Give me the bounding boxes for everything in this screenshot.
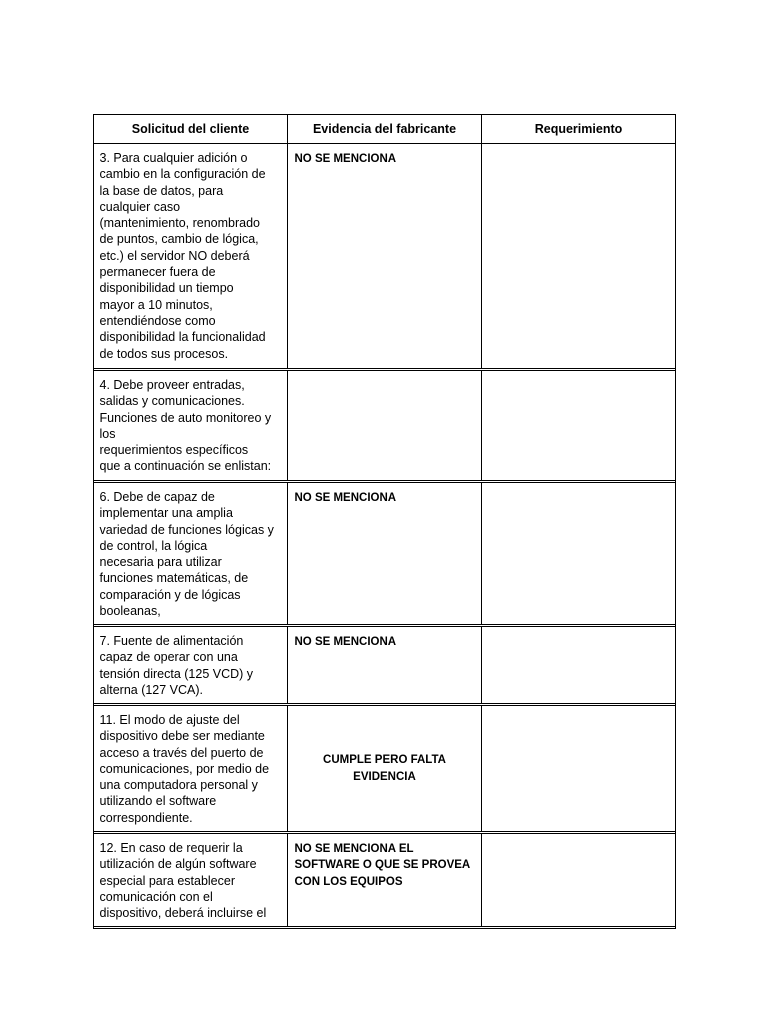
- requirements-table: [93, 114, 676, 929]
- table-row: [94, 144, 675, 371]
- manufacturer-evidence-cell: NO SE MENCIONA EL SOFTWARE O QUE SE PROVEA CON LOS EQUIPOS: [287, 834, 481, 926]
- header-client-request: Solicitud del cliente: [131, 122, 250, 136]
- manufacturer-evidence-cell: [287, 371, 481, 480]
- requirement-cell: [481, 483, 675, 624]
- requirement-cell: [481, 144, 675, 368]
- requirement-cell: [481, 627, 675, 703]
- client-request-cell: 7. Fuente de alimentación capaz de operar con una tensión directa (125 VCD) y alterna (127 VCA).: [99, 634, 254, 697]
- client-request-cell: 4. Debe proveer entradas, salidas y comunicaciones. Funciones de auto monitoreo y los requerimientos específicos que a continuación se enlistan:: [99, 378, 272, 474]
- client-request-cell: 12. En caso de requerir la utilización de algún software especial para establecer comunicación con el dispositivo, deberá incluirse el: [99, 841, 267, 921]
- requirement-cell: [481, 371, 675, 480]
- table-row: [94, 371, 675, 483]
- table-row: [94, 706, 675, 834]
- manufacturer-evidence-cell: [287, 706, 481, 831]
- table-row: [94, 834, 675, 929]
- client-request-cell: 11. El modo de ajuste del dispositivo debe ser mediante acceso a través del puerto de comunicaciones, por medio de una computadora personal y utilizando el software correspondiente.: [99, 713, 270, 825]
- manufacturer-evidence-cell: NO SE MENCIONA: [287, 144, 481, 368]
- requirement-cell: [481, 834, 675, 926]
- table-row: [94, 483, 675, 627]
- header-manufacturer-evidence: Evidencia del fabricante: [287, 115, 481, 143]
- manufacturer-evidence-cell: NO SE MENCIONA: [287, 483, 481, 624]
- table-header-row: [94, 115, 675, 144]
- manufacturer-evidence-cell: NO SE MENCIONA: [287, 627, 481, 703]
- manufacturer-evidence-text: CUMPLE PERO FALTA EVIDENCIA: [323, 754, 446, 783]
- requirement-cell: [481, 706, 675, 831]
- client-request-cell: 6. Debe de capaz de implementar una amplia variedad de funciones lógicas y de control, la lógica necesaria para utilizar funciones matemáticas, de comparación y de lógicas booleanas,: [99, 490, 274, 619]
- header-requirement: Requerimiento: [481, 115, 675, 143]
- table-row: [94, 627, 675, 706]
- client-request-cell: 3. Para cualquier adición o cambio en la configuración de la base de datos, para cualquier caso (mantenimiento, renombrado de puntos, cambio de lógica, etc.) el servidor NO deberá permanecer fuera de disponibilidad un tiempo mayor a 10 minutos, entendiéndose como disponibilidad la funcionalidad de todos sus procesos.: [99, 151, 266, 361]
